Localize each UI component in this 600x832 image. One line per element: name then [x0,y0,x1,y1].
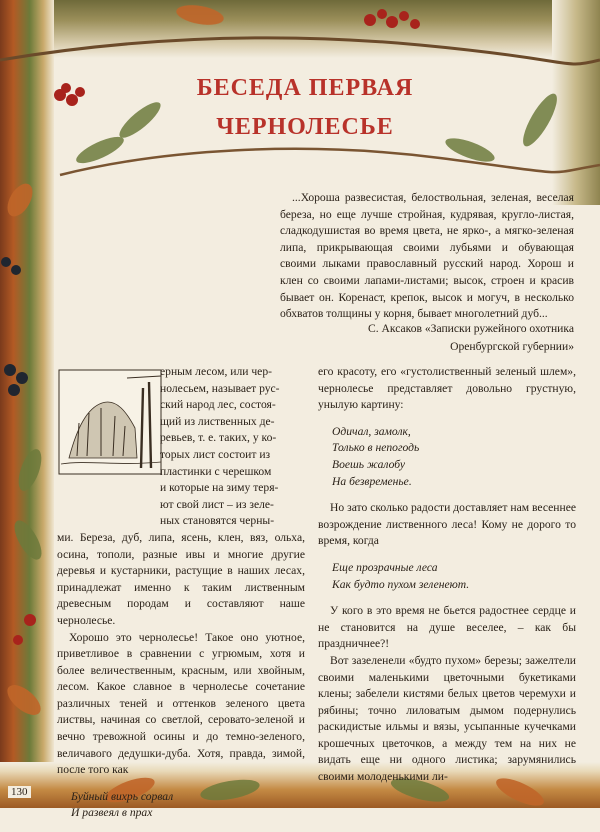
verse-line: Буйный вихрь сорвал [71,789,174,803]
verse [71,789,305,822]
chapter-title: ЧЕРНОЛЕСЬЕ [216,114,394,140]
text-line: пластинки с черешком [160,464,272,478]
chapter-number: БЕСЕДА ПЕРВАЯ [196,75,414,101]
text-line: и которые на зиму теря- [160,481,279,495]
verse-line: Одичал, замолк, [332,424,411,438]
paragraph: его красоту, его «густолиственный зеленый шлем», чернолесье представляет довольно грустную, унылую картину: [318,365,576,412]
dropcap-wrapped-lines [160,364,305,530]
text-line: ют свой лист – из зеле- [160,497,274,511]
paragraph: У кого в это время не бьется радостнее сердце и не становится на душе веселее, – как бы праздничнее?! [318,604,576,651]
verse-line: Воешь жалобу [332,457,406,471]
epigraph-source [330,320,574,356]
epigraph-source-line1: С. Аксаков «Записки ружейного охотника [367,322,574,335]
text-line: ский народ лес, состоя- [160,398,276,412]
verse-line: Еще прозрачные леса [332,560,438,574]
text-line: торых лист состоит из [160,447,271,461]
text-line: нолесьем, называет рус- [160,381,280,395]
page-number: 130 [8,786,31,798]
verse-line: Только в непогодь [332,441,420,455]
verse-line: На безвременье. [332,474,412,488]
epigraph-text: ...Хороша развесистая, белоствольная, зеленая, веселая береза, но еще лучше стройная, кудрявая, кругло-листая, сладкодушистая во время цвета, не ярко-, а мягко-зеленая липа, прикрывающая своими лубьями и обувающая своими лыками православный русский народ. Хорош и клен со своими лапами-листами; высок, строен и красив бывает он. Коренаст, крепок, высок и могуч, в несколько обхватов толщины у корня, бывает многолетний дуб... [280,191,574,321]
paragraph: ми. Береза, дуб, липа, ясень, клен, вяз, ольха, осина, тополи, разные ивы и многие другие деревья и кустарники, растущие в наших лесах, принадлежат именно к таким лиственным древесным породам и составляют наше чернолесье. [57,530,305,627]
text-line: ных становятся черны- [160,514,275,528]
verse [332,424,576,490]
epigraph-source-line2: Оренбургской губернии» [450,340,574,353]
paragraph: Вот зазеленели «будто пухом» березы; зажелтели своими маленькими цветочными букетиками клены; забелели кистями белых цветов черемухи и рябины; точно лиловатым дымом подернулись раскидистые ильмы и вязы, усыпанные кучечками крошечных цветочков, а между тем на них не видать еще ни одного листика; зарумянились своими молоденькими ли- [318,653,576,784]
left-column [57,364,305,832]
chapter-heading [160,58,450,158]
text-line: ревьев, т. е. таких, у ко- [160,431,277,445]
verse [332,560,576,593]
right-column [318,364,576,786]
verse-line: И развеял в прах [71,806,153,820]
text-line: ерным лесом, или чер- [160,365,272,378]
paragraph: Хорошо это чернолесье! Такое оно уютное, приветливое в сравнении с угрюмым, хотя и более величественным, красным, или хвойным, лесом. Какое славное в чернолесье сочетание различных теней и оттенков зеленого цвета листвы, начиная со светлой, серовато-зеленой и вечно тревожной осины и до темно-зеленого, величавого дедушки-дуба. Хотя, правда, зимой, после того как [57,630,305,777]
text-line: щий из лиственных де- [160,414,275,428]
verse-line: Как будто пухом зеленеют. [332,577,470,591]
paragraph: Но зато сколько радости доставляет нам весеннее возрождение лиственного леса! Кому не дорого то время, когда [318,501,576,548]
